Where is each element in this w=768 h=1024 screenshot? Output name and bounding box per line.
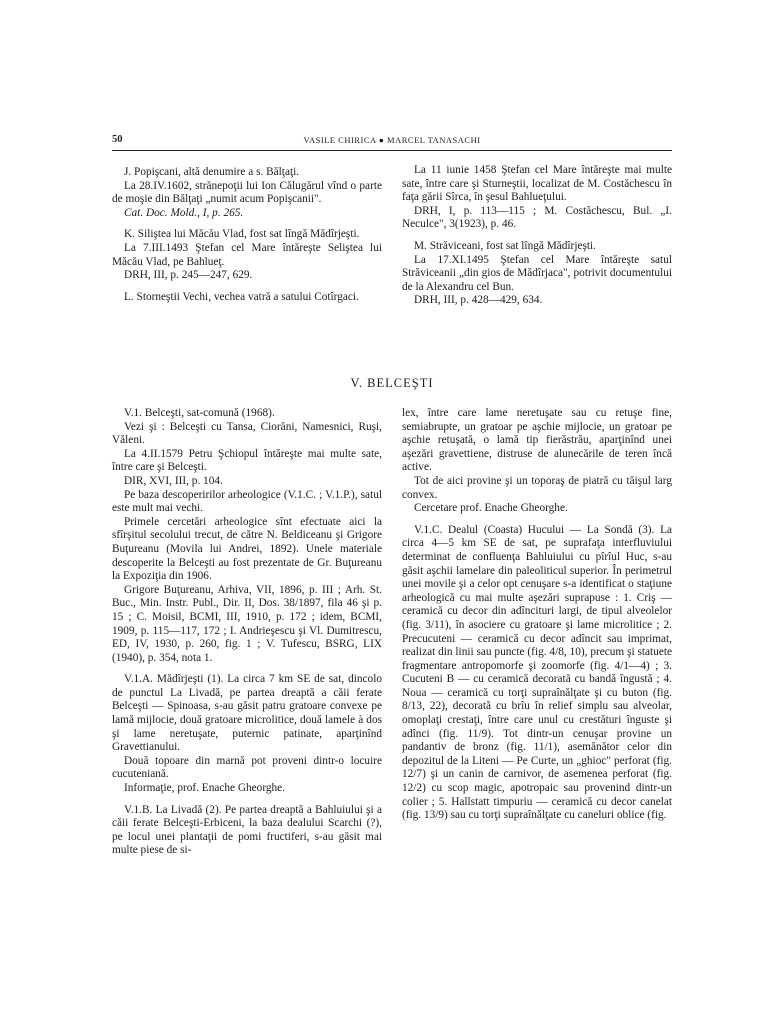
paragraph: Pe baza descoperirilor arheologice (V.1.C. ; V.1.P.), satul este mult mai vechi. [112,488,382,515]
citation: Grigore Buţureanu, Arhiva, VII, 1896, p. III ; Arh. St. Buc., Min. Instr. Publ., Dir. II, Dos. 38/1897, fila 46 şi p. 15 ; C. Moisil, BCMI, III, 1910, p. 172 ; idem, BCMI, 1909, p. 115—117, 172 ; I. Andrieşescu şi Vl. Dumitrescu, ED, IV, 1930, p. 260, fig. 1 ; V. Tufescu, BSRG, LIX (1940), p. 354, nota 1. [112,583,382,664]
citation: DRH, III, p. 245—247, 629. [124,269,253,282]
paragraph: Tot de aici provine şi un toporaş de piatră cu tăişul larg convex. [402,474,672,501]
top-left-column [112,166,382,304]
running-header [112,134,672,151]
top-right-column [402,164,672,308]
paragraph: La 4.II.1579 Petru Şchiopul întăreşte mai multe sate, între care şi Belceşti. [112,447,382,474]
citation: Informaţie, prof. Enache Gheorghe. [124,782,286,795]
section-title: V. BELCEŞTI [350,376,434,390]
paragraph: lex, între care lame neretuşate sau cu retuşe fine, semiabrupte, un gratoar pe aşchie mijlocie, un gratoar pe aşchie retuşată, o lamă tip fierăstrău, aparţinînd unei aşezări gravettiene, distruse de alunecările de teren încă active. [402,407,672,474]
paragraph: La 28.IV.1602, strănepoţii lui Ion Călugărul vînd o parte de moşie din Bălţaţi „numit acum Popişcanii". [112,179,382,206]
paragraph: V.1.A. Mădîrjeşti (1). La circa 7 km SE de sat, dincolo de punctul La Livadă, pe partea dreaptă a căii ferate Belceşti — Spinoasa, s-au găsit patru gratoare convexe pe lamă mijlocie, două gratoare microlitice, două lamele à dos şi lame neretuşate, puternic patinate, aparţinînd Gravettianului. [112,673,382,754]
citation: DRH, I, p. 113—115 ; M. Costăchescu, Bul. „I. Neculce", 3(1923), p. 46. [402,204,672,231]
paragraph: Primele cercetări arheologice sînt efectuate aici la sfîrşitul secolului trecut, de către N. Beldiceanu şi Grigore Buţureanu (Movila lui Andrei, 1892). Unele materiale descoperite la Belceşti au fost prezentate de Gr. Buţureanu la Expoziţia din 1906. [112,515,382,583]
paragraph: V.1.C. Dealul (Coasta) Hucului — La Sondă (3). La circa 4—5 km SE de sat, pe suprafaţa interfluviului determinat de confluenţa Bahluiului cu pîrîul Huc, s-au găsit aşchii lamelare din paleoliticul superior. În perimetrul unei movile şi a celor opt cenuşare s-a identificat o staţiune arheologică cu mai multe aşezări suprapuse : 1. Criş — ceramică cu decor din adîncituri largi, de tipul alveolelor (fig. 3/11), în asociere cu gratoare şi lame microlitice ; 2. Precucuteni — ceramică cu decor adîncit sau imprimat, realizat din linii sau puncte (fig. 4/8, 10), precum şi statuete fragmentare antropomorfe şi zoomorfe (fig. 4/1—4) ; 3. Cucuteni B — cu ceramică decorată cu bandă îngustă ; 4. Noua — ceramică cu torţi supraînălţate şi cu buton (fig. 8/13, 22), decorată cu brîu în relief simplu sau alveolar, omoplaţi crestaţi, între care unul cu crestături înguste şi adînci (fig. 11/9). Tot dintr-un cenuşar provine un pandantiv de bronz (fig. 11/1), asemănător celor din depozitul de la Liteni — Pe Curte, un „ghioc" perforat (fig. 12/7) şi un canin de carnivor, de asemenea perforat (fig. 12/2) cu scop magic, apotropaic sau provenind dintr-un colier ; 5. Hallstatt timpuriu — ceramică cu decor canelat (fig. 13/9) sau cu torţi supraînălţate cu caneluri oblice (fig. [402,523,672,822]
paragraph: Vezi şi : Belceşti cu Tansa, Ciorăni, Namesnici, Ruşi, Văleni. [112,420,382,447]
paragraph: M. Străviceani, fost sat lîngă Mădîrjeşti. [414,239,596,252]
paragraph: V.1.B. La Livadă (2). Pe partea dreaptă a Bahluiului şi a căii ferate Belceşti-Erbiceni, la baza dealului Scarchi (?), pe locul unei plantaţii de pomi fructiferi, s-au găsit mai multe piese de si- [112,803,382,857]
paragraph: J. Popişcani, altă denumire a s. Bălţaţi. [124,166,300,178]
bottom-right-column [402,407,672,823]
paragraph: La 11 iunie 1458 Ştefan cel Mare întăreşte mai multe sate, între care şi Sturneştii, localizat de M. Costăchescu în faţa gării Sîrca, în şesul Bahlueţului. [402,164,672,204]
citation: DIR, XVI, III, p. 104. [124,474,223,487]
paragraph: La 7.III.1493 Ştefan cel Mare întăreşte Selişteа lui Măcău Vlad, pe Bahlueţ. [112,241,382,268]
page-number: 50 [112,134,123,145]
bottom-left-column [112,407,382,858]
paragraph: K. Siliştea lui Măcău Vlad, fost sat lîngă Mădîrjeşti. [124,228,360,241]
citation: Cat. Doc. Mold., I, p. 265. [124,206,244,219]
citation: Cercetare prof. Enache Gheorghe. [414,502,568,515]
paragraph: V.1. Belceşti, sat-comună (1968). [124,407,275,419]
paragraph: La 17.XI.1495 Ştefan cel Mare întăreşte satul Străviceanii „din gios de Mădîrjaca", potrivit documentului de la Alexandru cel Bun. [402,253,672,293]
paragraph: L. Storneştii Vechi, vechea vatră a satului Cotîrgaci. [124,290,359,303]
running-title: VASILE CHIRICA ● MARCEL TANASACHI [303,135,481,145]
paragraph: Două topoare din marnă pot proveni dintr-o locuire cucuteniană. [112,754,382,781]
citation: DRH, III, p. 428—429, 634. [414,294,543,307]
